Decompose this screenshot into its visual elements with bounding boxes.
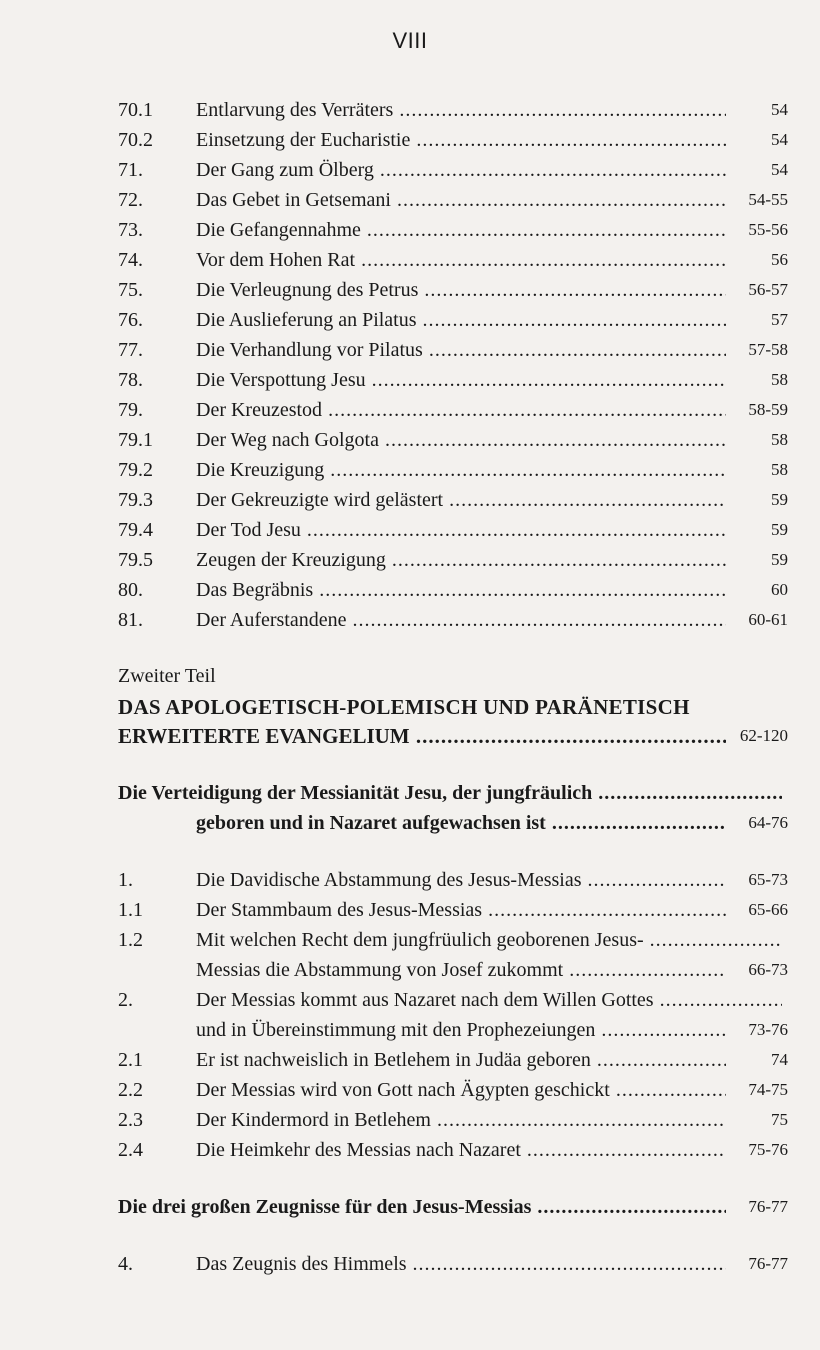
toc-entry (118, 926, 788, 954)
toc-title: Die Davidische Abstammung des Jesus-Messias ..... (196, 866, 726, 894)
toc-entry (118, 186, 788, 214)
toc-title: Entlarvung des Verräters ..... (196, 96, 726, 124)
toc-page: 54 (771, 100, 788, 119)
toc-title: Der Messias kommt aus Nazaret nach dem Willen Gottes ..... (196, 986, 782, 1014)
toc-number: 1. (118, 869, 133, 891)
part-heading-line2: ERWEITERTE EVANGELIUM ..... (118, 722, 726, 750)
toc-number: 2.3 (118, 1109, 143, 1131)
toc-page: 62-120 (739, 726, 788, 745)
toc-title: Messias die Abstammung von Josef zukommt ..... (196, 956, 726, 984)
toc-title: Er ist nachweislich in Betlehem in Judäa geboren ..... (196, 1046, 726, 1074)
toc-entry (118, 986, 788, 1014)
toc-entry (118, 1250, 788, 1278)
toc-title: Die Verleugnung des Petrus ..... (196, 276, 726, 304)
toc-title: Der Stammbaum des Jesus-Messias ..... (196, 896, 726, 924)
toc-number: 72. (118, 189, 143, 211)
toc-number: 79.5 (118, 549, 153, 571)
toc-page: 76-77 (748, 1197, 788, 1216)
toc-entry (118, 96, 788, 124)
toc-page: 65-73 (748, 870, 788, 889)
section-heading (118, 779, 788, 807)
toc-title: Der Kreuzestod ..... (196, 396, 726, 424)
toc-number: 70.1 (118, 99, 153, 121)
toc-number: 74. (118, 249, 143, 271)
part-label: Zweiter Teil (118, 665, 216, 687)
toc-entry (118, 516, 788, 544)
toc-entry (118, 486, 788, 514)
toc-page: 59 (771, 550, 788, 569)
toc-title: Das Begräbnis ..... (196, 576, 726, 604)
toc-number: 2.4 (118, 1139, 143, 1161)
page-number: VIII (392, 28, 428, 53)
toc-number: 77. (118, 339, 143, 361)
toc-page: 60 (771, 580, 788, 599)
toc-page: 59 (771, 490, 788, 509)
toc-title: Vor dem Hohen Rat ..... (196, 246, 726, 274)
toc-number: 76. (118, 309, 143, 331)
toc-title: und in Übereinstimmung mit den Prophezeiungen ..... (196, 1016, 726, 1044)
toc-title: Der Tod Jesu ..... (196, 516, 726, 544)
toc-entry (118, 606, 788, 634)
toc-number: 2.2 (118, 1079, 143, 1101)
toc-page: 75 (771, 1110, 788, 1129)
toc-number: 79.4 (118, 519, 153, 541)
toc-number: 2. (118, 989, 133, 1011)
toc-entry (118, 276, 788, 304)
toc-number: 1.1 (118, 899, 143, 921)
toc-title: Mit welchen Recht dem jungfrüulich geoborenen Jesus- ..... (196, 926, 782, 954)
toc-entry (118, 1046, 788, 1074)
toc-title: Das Zeugnis des Himmels ..... (196, 1250, 726, 1278)
toc-entry (118, 1106, 788, 1134)
toc-page: 64-76 (748, 813, 788, 832)
toc-title: Die Kreuzigung ..... (196, 456, 726, 484)
toc-title: Der Messias wird von Gott nach Ägypten geschickt ..... (196, 1076, 726, 1104)
toc-title: Der Gekreuzigte wird gelästert ..... (196, 486, 726, 514)
toc-number: 73. (118, 219, 143, 241)
toc-entry (118, 956, 788, 984)
toc-page: 56 (771, 250, 788, 269)
toc-number: 81. (118, 609, 143, 631)
toc-entry (118, 456, 788, 484)
toc-title: Der Weg nach Golgota ..... (196, 426, 726, 454)
toc-page: 73-76 (748, 1020, 788, 1039)
toc-number: 71. (118, 159, 143, 181)
toc-entry (118, 126, 788, 154)
toc-entry (118, 246, 788, 274)
toc-title: Die Gefangennahme ..... (196, 216, 726, 244)
toc-page: 59 (771, 520, 788, 539)
toc-number: 80. (118, 579, 143, 601)
toc-number: 1.2 (118, 929, 143, 951)
toc-page: 74 (771, 1050, 788, 1069)
toc-entry (118, 216, 788, 244)
toc-page: 54-55 (748, 190, 788, 209)
toc-title: Die Verspottung Jesu ..... (196, 366, 726, 394)
toc-number: 70.2 (118, 129, 153, 151)
toc-number: 79.3 (118, 489, 153, 511)
toc-page: 76-77 (748, 1254, 788, 1273)
toc-entry (118, 1136, 788, 1164)
toc-entry (118, 1076, 788, 1104)
toc-title: Der Auferstandene ..... (196, 606, 726, 634)
toc-page: 66-73 (748, 960, 788, 979)
toc-page: 58 (771, 370, 788, 389)
part-heading: DAS APOLOGETISCH-POLEMISCH UND PARÄNETISCH (118, 695, 690, 719)
toc-number: 79.2 (118, 459, 153, 481)
toc-entry (118, 336, 788, 364)
toc-page: 65-66 (748, 900, 788, 919)
toc-number: 79. (118, 399, 143, 421)
toc-entry (118, 366, 788, 394)
toc-entry (118, 396, 788, 424)
toc-page: 58 (771, 460, 788, 479)
section-heading (118, 1193, 788, 1221)
toc-title: Der Kindermord in Betlehem ..... (196, 1106, 726, 1134)
toc-title: Die Verhandlung vor Pilatus ..... (196, 336, 726, 364)
toc-entry (118, 306, 788, 334)
toc-entry (118, 426, 788, 454)
toc-title: Das Gebet in Getsemani ..... (196, 186, 726, 214)
toc-entry (118, 156, 788, 184)
toc-number: 78. (118, 369, 143, 391)
toc-page: 60-61 (748, 610, 788, 629)
toc-number: 4. (118, 1253, 133, 1275)
toc-title: Zeugen der Kreuzigung ..... (196, 546, 726, 574)
toc-number: 75. (118, 279, 143, 301)
toc-entry (118, 1016, 788, 1044)
toc-page: 54 (771, 160, 788, 179)
section-heading-line2: geboren und in Nazaret aufgewachsen ist ..... (196, 809, 726, 837)
toc-page: 58-59 (748, 400, 788, 419)
toc-page: 75-76 (748, 1140, 788, 1159)
toc-entry (118, 866, 788, 894)
toc-page: 57-58 (748, 340, 788, 359)
section-heading (118, 809, 788, 837)
toc-page: 57 (771, 310, 788, 329)
toc-number: 2.1 (118, 1049, 143, 1071)
toc-entry (118, 576, 788, 604)
toc-title: Die Heimkehr des Messias nach Nazaret ..... (196, 1136, 726, 1164)
toc-page: 55-56 (748, 220, 788, 239)
section-heading-line1: Die Verteidigung der Messianität Jesu, der jungfräulich ..... (118, 779, 782, 807)
toc-title: Die Auslieferung an Pilatus ..... (196, 306, 726, 334)
toc-entry (118, 896, 788, 924)
toc-page: 56-57 (748, 280, 788, 299)
toc-page: 58 (771, 430, 788, 449)
toc-title: Der Gang zum Ölberg ..... (196, 156, 726, 184)
part-heading-entry (118, 722, 788, 750)
toc-page: 54 (771, 130, 788, 149)
toc-entry (118, 546, 788, 574)
toc-title: Einsetzung der Eucharistie ..... (196, 126, 726, 154)
section-heading-title: Die drei großen Zeugnisse für den Jesus-Messias ..... (118, 1193, 726, 1221)
toc-page: 74-75 (748, 1080, 788, 1099)
toc-number: 79.1 (118, 429, 153, 451)
